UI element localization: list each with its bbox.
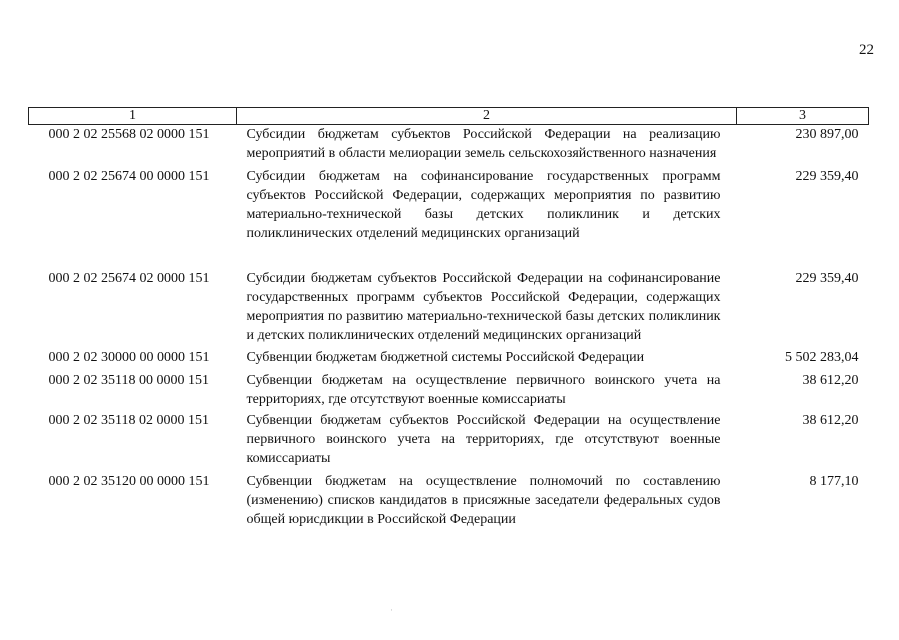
classification-code: 000 2 02 35120 00 0000 151 (48, 474, 210, 489)
classification-code: 000 2 02 35118 02 0000 151 (48, 413, 209, 428)
column-header-2: 2 (237, 108, 737, 125)
amount: 5 502 283,04 (785, 350, 859, 365)
revenue-name: Субсидии бюджетам субъектов Российской Федерации на софинансирование государственных программ субъектов Российской Федерации, содержащих мероприятия по развитию материально-технической базы детских поликлиник и детских поликлинических отделений медицинских организаций (246, 271, 721, 343)
page-number: 22 (859, 42, 874, 58)
scan-speck: · (390, 605, 393, 615)
revenue-name: Субвенции бюджетам на осуществление первичного воинского учета на территориях, где отсутствуют военные комиссариаты (246, 373, 721, 407)
table-row (29, 345, 869, 367)
classification-code: 000 2 02 25568 02 0000 151 (48, 127, 210, 142)
revenue-name: Субсидии бюджетам субъектов Российской Федерации на реализацию мероприятий в области мелиорации земель сельскохозяйственного назначения (246, 127, 721, 161)
revenue-name: Субвенции бюджетам бюджетной системы Российской Федерации (246, 350, 645, 365)
amount: 38 612,20 (802, 413, 859, 428)
classification-code: 000 2 02 30000 00 0000 151 (48, 350, 210, 365)
table-row (29, 468, 869, 529)
budget-table (28, 107, 869, 529)
amount: 38 612,20 (802, 373, 859, 388)
table-header-row (29, 108, 869, 125)
amount: 230 897,00 (795, 127, 859, 142)
classification-code: 000 2 02 35118 00 0000 151 (48, 373, 209, 388)
table-row (29, 163, 869, 269)
revenue-name: Субвенции бюджетам субъектов Российской Федерации на осуществление первичного воинского учета на территориях, где отсутствуют военные комиссариаты (246, 413, 721, 466)
column-header-1: 1 (29, 108, 237, 125)
amount: 8 177,10 (809, 474, 859, 489)
table-row (29, 125, 869, 164)
classification-code: 000 2 02 25674 00 0000 151 (48, 169, 210, 184)
table-row (29, 409, 869, 468)
amount: 229 359,40 (795, 271, 859, 286)
classification-code: 000 2 02 25674 02 0000 151 (48, 271, 210, 286)
table-row (29, 269, 869, 345)
column-header-3: 3 (737, 108, 869, 125)
revenue-name: Субсидии бюджетам на софинансирование государственных программ субъектов Российской Федерации, содержащих мероприятия по развитию материально-технической базы детских поликлиник и детских поликлинических отделений медицинских организаций (246, 169, 721, 241)
revenue-name: Субвенции бюджетам на осуществление полномочий по составлению (изменению) списков кандидатов в присяжные заседатели федеральных судов общей юрисдикции в Российской Федерации (246, 474, 721, 527)
amount: 229 359,40 (795, 169, 859, 184)
table-row (29, 367, 869, 409)
